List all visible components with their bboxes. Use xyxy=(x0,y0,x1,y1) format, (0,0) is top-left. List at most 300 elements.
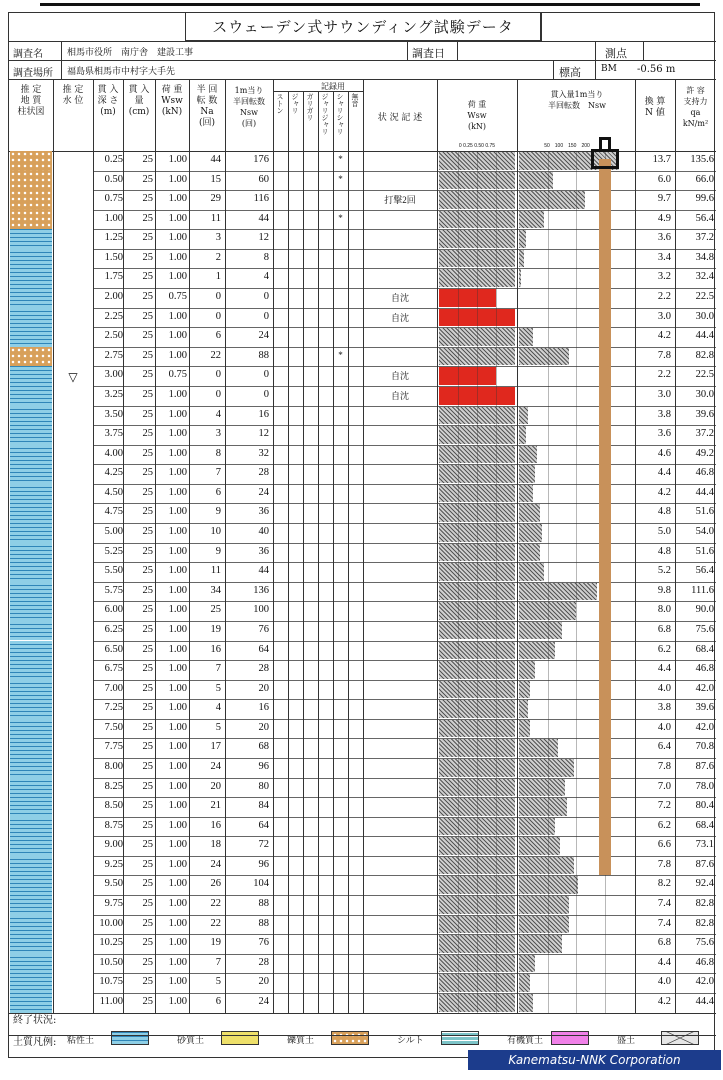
cell-qa: 49.2 xyxy=(695,447,714,459)
cell-load: 1.00 xyxy=(168,584,187,596)
cell-penetration: 25 xyxy=(142,937,153,949)
cell-nsw: 72 xyxy=(258,839,269,851)
cell-nsw: 44 xyxy=(258,565,269,577)
cell-nsw: 20 xyxy=(258,721,269,733)
cell-depth: 10.75 xyxy=(99,976,123,988)
cell-qa: 82.8 xyxy=(695,349,714,361)
cell-depth: 3.25 xyxy=(104,388,123,400)
cell-nsw: 8 xyxy=(263,251,269,263)
cell-load: 1.00 xyxy=(168,408,187,420)
row-divider xyxy=(93,347,716,348)
cell-load: 1.00 xyxy=(168,428,187,440)
cell-nvalue: 4.8 xyxy=(657,506,671,518)
cell-nsw: 84 xyxy=(258,800,269,812)
row-divider xyxy=(93,464,716,465)
legend-swatch-fill xyxy=(661,1031,699,1045)
cell-qa: 51.6 xyxy=(695,506,714,518)
cell-nsw: 40 xyxy=(258,526,269,538)
cell-qa: 32.4 xyxy=(695,271,714,283)
cell-load: 1.00 xyxy=(168,858,187,870)
nsw-bar xyxy=(519,818,555,836)
nsw-bar xyxy=(519,759,574,777)
cell-load: 1.00 xyxy=(168,682,187,694)
cell-depth: 9.75 xyxy=(104,898,123,910)
cell-penetration: 25 xyxy=(142,917,153,929)
cell-nsw: 4 xyxy=(263,271,269,283)
cell-nsw: 116 xyxy=(253,193,269,205)
soil-silt-layer xyxy=(10,601,52,621)
cell-half-turns: 7 xyxy=(215,663,221,675)
row-divider xyxy=(93,836,716,837)
cell-nvalue: 4.4 xyxy=(657,956,671,968)
end-status-label: 終了状況: xyxy=(13,1015,57,1026)
soil-silt-layer xyxy=(10,973,52,993)
legend-swatch-silt xyxy=(111,1031,149,1045)
cell-nvalue: 4.8 xyxy=(657,545,671,557)
soil-silt-layer xyxy=(10,425,52,445)
col-soil-header: 推 定 地 質 柱状図 xyxy=(17,85,45,117)
soil-silt-layer xyxy=(10,503,52,523)
cell-qa: 42.0 xyxy=(695,721,714,733)
cell-load: 1.00 xyxy=(168,526,187,538)
col-qa-header: 許 容 支持力 qa kN/m² xyxy=(682,86,709,128)
nsw-bar xyxy=(519,916,569,934)
cell-half-turns: 18 xyxy=(210,839,221,851)
cell-nsw: 68 xyxy=(258,741,269,753)
soil-silt-layer xyxy=(10,582,52,602)
cell-nsw: 20 xyxy=(258,976,269,988)
cell-depth: 5.25 xyxy=(104,545,123,557)
cell-depth: 2.50 xyxy=(104,330,123,342)
cell-half-turns: 4 xyxy=(215,408,221,420)
col-nvalue-header: 換 算 N 値 xyxy=(644,97,666,118)
soil-silt-layer xyxy=(10,758,52,778)
cell-status-note: 打撃2回 xyxy=(384,195,416,206)
cell-half-turns: 7 xyxy=(215,956,221,968)
cell-nvalue: 7.4 xyxy=(657,898,671,910)
cell-qa: 68.4 xyxy=(695,819,714,831)
legend-item-label: 有機質土 xyxy=(507,1036,544,1046)
column-divider xyxy=(318,91,319,1013)
row-divider xyxy=(93,778,716,779)
cell-depth: 10.25 xyxy=(99,937,123,949)
cell-penetration: 25 xyxy=(142,310,153,322)
soil-silt-layer xyxy=(10,445,52,465)
column-divider xyxy=(93,79,94,1013)
cell-load: 1.00 xyxy=(168,154,187,165)
cell-depth: 4.25 xyxy=(104,467,123,479)
load-grid-line xyxy=(496,151,497,1013)
cell-load: 1.00 xyxy=(168,486,187,498)
cell-nsw: 64 xyxy=(258,643,269,655)
cell-qa: 82.8 xyxy=(695,917,714,929)
soil-silt-layer xyxy=(10,641,52,661)
cell-penetration: 25 xyxy=(142,721,153,733)
cell-load: 1.00 xyxy=(168,447,187,459)
cell-penetration: 25 xyxy=(142,330,153,342)
soil-silt-layer xyxy=(10,562,52,582)
cell-nsw: 12 xyxy=(258,232,269,244)
cell-load: 1.00 xyxy=(168,232,187,244)
cell-nvalue: 3.0 xyxy=(657,388,671,400)
cell-nvalue: 7.2 xyxy=(657,800,671,812)
column-divider xyxy=(348,91,349,1013)
soil-silt-layer xyxy=(10,288,52,308)
cell-depth: 5.75 xyxy=(104,584,123,596)
legend-item-label: 砂質土 xyxy=(177,1036,205,1046)
row-divider xyxy=(93,856,716,857)
cell-load: 1.00 xyxy=(168,937,187,949)
soil-silt-layer xyxy=(10,895,52,915)
cell-nsw: 96 xyxy=(258,760,269,772)
col-half-turns-header: 半 回 転 数 Na (回) xyxy=(196,85,218,128)
nsw-bar xyxy=(519,798,567,816)
page-title: スウェーデン式サウンディング試験データ xyxy=(185,13,541,41)
cell-nvalue: 7.4 xyxy=(657,917,671,929)
cell-nvalue: 3.0 xyxy=(657,310,671,322)
row-divider xyxy=(93,680,716,681)
cell-qa: 111.6 xyxy=(691,584,714,596)
cell-qa: 46.8 xyxy=(695,956,714,968)
cell-half-turns: 19 xyxy=(210,623,221,635)
col-nsw-chart-header: 貫入量1m当り 半回転数 Nsw xyxy=(548,90,606,110)
cell-nvalue: 6.2 xyxy=(657,643,671,655)
cell-half-turns: 11 xyxy=(210,212,221,224)
cell-load: 1.00 xyxy=(168,898,187,910)
record-sub-label: シャリシャリ xyxy=(336,93,344,135)
cell-nsw: 64 xyxy=(258,819,269,831)
cell-nsw: 80 xyxy=(258,780,269,792)
cell-penetration: 25 xyxy=(142,291,153,303)
cell-nsw: 28 xyxy=(258,663,269,675)
nsw-chart-scale: 50 100 150 200 xyxy=(544,143,590,149)
column-divider xyxy=(517,79,518,1013)
legend-item-label: 礫質土 xyxy=(287,1036,315,1046)
cell-depth: 2.75 xyxy=(104,349,123,361)
nsw-bar xyxy=(519,974,530,992)
cell-nvalue: 9.8 xyxy=(657,584,671,596)
cell-qa: 75.6 xyxy=(695,937,714,949)
legend-item-label: 盛土 xyxy=(617,1036,636,1046)
cell-half-turns: 9 xyxy=(215,545,221,557)
cell-depth: 9.25 xyxy=(104,858,123,870)
cell-nvalue: 13.7 xyxy=(652,154,671,165)
cell-nvalue: 2.2 xyxy=(657,291,671,303)
cell-qa: 135.6 xyxy=(690,154,714,165)
cell-penetration: 25 xyxy=(142,858,153,870)
soil-silt-layer xyxy=(10,523,52,543)
cell-nsw: 104 xyxy=(253,878,269,890)
cell-nvalue: 4.6 xyxy=(657,447,671,459)
cell-depth: 3.75 xyxy=(104,428,123,440)
cell-penetration: 25 xyxy=(142,995,153,1007)
soil-silt-layer xyxy=(10,229,52,249)
cell-half-turns: 29 xyxy=(210,193,221,205)
cell-nvalue: 4.2 xyxy=(657,486,671,498)
cell-qa: 51.6 xyxy=(695,545,714,557)
cell-penetration: 25 xyxy=(142,878,153,890)
survey-name-label: 調査名 xyxy=(13,49,43,60)
cell-qa: 70.8 xyxy=(695,741,714,753)
cell-qa: 46.8 xyxy=(695,663,714,675)
cell-half-turns: 0 xyxy=(215,388,221,400)
legend-label: 土質凡例: xyxy=(13,1037,57,1048)
cell-penetration: 25 xyxy=(142,271,153,283)
cell-qa: 30.0 xyxy=(695,310,714,322)
cell-half-turns: 4 xyxy=(215,702,221,714)
cell-half-turns: 0 xyxy=(215,369,221,381)
cell-penetration: 25 xyxy=(142,506,153,518)
cell-qa: 44.4 xyxy=(695,330,714,342)
column-divider xyxy=(437,79,438,1013)
soil-silt-layer xyxy=(10,954,52,974)
soil-gravel-layer xyxy=(10,210,52,230)
soil-silt-layer xyxy=(10,875,52,895)
cell-qa: 66.0 xyxy=(695,173,714,185)
cell-qa: 44.4 xyxy=(695,486,714,498)
cell-depth: 2.00 xyxy=(104,291,123,303)
nsw-bar xyxy=(519,857,574,875)
column-divider xyxy=(333,91,334,1013)
cell-load: 1.00 xyxy=(168,565,187,577)
cell-nvalue: 4.4 xyxy=(657,467,671,479)
cell-nvalue: 3.6 xyxy=(657,428,671,440)
cell-qa: 46.8 xyxy=(695,467,714,479)
cell-depth: 6.50 xyxy=(104,643,123,655)
survey-date-label: 調査日 xyxy=(412,47,445,60)
end-status-bottom xyxy=(9,1035,716,1036)
cell-load: 1.00 xyxy=(168,604,187,616)
cell-half-turns: 34 xyxy=(210,584,221,596)
soil-silt-layer xyxy=(10,268,52,288)
cell-qa: 87.6 xyxy=(695,760,714,772)
cell-qa: 75.6 xyxy=(695,623,714,635)
column-divider xyxy=(53,79,54,1013)
cell-depth: 6.25 xyxy=(104,623,123,635)
legend-item-label: シルト xyxy=(397,1036,424,1046)
row-divider xyxy=(93,327,716,328)
row-divider xyxy=(93,425,716,426)
row-divider xyxy=(93,229,716,230)
row-divider xyxy=(93,915,716,916)
row-divider xyxy=(93,582,716,583)
row-divider xyxy=(93,562,716,563)
cell-depth: 8.75 xyxy=(104,819,123,831)
col-load-header: 荷 重 Wsw (kN) xyxy=(161,85,183,117)
cell-half-turns: 8 xyxy=(215,447,221,459)
cell-qa: 80.4 xyxy=(695,800,714,812)
cell-qa: 37.2 xyxy=(695,428,714,440)
soil-silt-layer xyxy=(10,993,52,1013)
cell-depth: 11.00 xyxy=(99,995,123,1007)
cell-nsw: 176 xyxy=(253,154,269,165)
cell-depth: 4.75 xyxy=(104,506,123,518)
cell-load: 1.00 xyxy=(168,349,187,361)
cell-penetration: 25 xyxy=(142,447,153,459)
cell-status-note: 自沈 xyxy=(390,390,409,401)
soil-silt-layer xyxy=(10,484,52,504)
cell-nsw: 24 xyxy=(258,995,269,1007)
cell-nvalue: 8.2 xyxy=(657,878,671,890)
cell-depth: 8.00 xyxy=(104,760,123,772)
nsw-bar xyxy=(519,426,526,444)
company-banner: Kanematsu-NNK Corporation xyxy=(468,1050,721,1070)
cell-penetration: 25 xyxy=(142,251,153,263)
top-border xyxy=(40,0,700,6)
cell-half-turns: 5 xyxy=(215,976,221,988)
cell-load: 1.00 xyxy=(168,467,187,479)
cell-status-note: 自沈 xyxy=(390,371,409,382)
cell-nvalue: 3.8 xyxy=(657,702,671,714)
cell-half-turns: 7 xyxy=(215,467,221,479)
cell-depth: 7.75 xyxy=(104,741,123,753)
cell-half-turns: 25 xyxy=(210,604,221,616)
cell-penetration: 25 xyxy=(142,780,153,792)
cell-load: 1.00 xyxy=(168,173,187,185)
row-divider xyxy=(93,973,716,974)
legend-item-label: 粘性土 xyxy=(67,1036,95,1046)
nsw-bar xyxy=(519,563,544,581)
nsw-bar xyxy=(519,504,540,522)
cell-nsw: 60 xyxy=(258,173,269,185)
cell-nsw: 0 xyxy=(263,369,269,381)
cell-half-turns: 9 xyxy=(215,506,221,518)
cell-load: 1.00 xyxy=(168,976,187,988)
cell-load: 1.00 xyxy=(168,819,187,831)
cell-depth: 9.00 xyxy=(104,839,123,851)
cell-nvalue: 3.2 xyxy=(657,271,671,283)
location: 福島県相馬市中村字大手先 xyxy=(67,67,176,77)
cell-load: 1.00 xyxy=(168,545,187,557)
col-depth-header: 貫 入 深 さ (m) xyxy=(97,85,119,117)
cell-load: 1.00 xyxy=(168,702,187,714)
cell-penetration: 25 xyxy=(142,976,153,988)
cell-penetration: 25 xyxy=(142,584,153,596)
nsw-bar xyxy=(519,250,524,268)
cell-depth: 5.00 xyxy=(104,526,123,538)
column-divider xyxy=(155,79,156,1013)
soil-gravel-layer xyxy=(10,347,52,367)
cell-depth: 1.25 xyxy=(104,232,123,244)
row-divider xyxy=(93,797,716,798)
soil-silt-layer xyxy=(10,386,52,406)
cell-nvalue: 7.8 xyxy=(657,858,671,870)
record-sub-label: 無音 xyxy=(351,93,359,107)
record-sub-label: ジャリジャリ xyxy=(321,93,329,135)
nsw-bar xyxy=(519,465,535,483)
nsw-grid-line xyxy=(548,151,549,1013)
cell-depth: 10.00 xyxy=(99,917,123,929)
cell-penetration: 25 xyxy=(142,565,153,577)
cell-nvalue: 3.8 xyxy=(657,408,671,420)
cell-nsw: 16 xyxy=(258,408,269,420)
soil-gravel-layer xyxy=(10,190,52,210)
soil-silt-layer xyxy=(10,464,52,484)
row-divider xyxy=(93,406,716,407)
cell-half-turns: 5 xyxy=(215,721,221,733)
cell-half-turns: 0 xyxy=(215,291,221,303)
column-divider xyxy=(273,79,274,1013)
cell-load: 1.00 xyxy=(168,271,187,283)
soil-silt-layer xyxy=(10,543,52,563)
cell-nsw: 0 xyxy=(263,291,269,303)
cell-load: 1.00 xyxy=(168,956,187,968)
legend-swatch-yellow xyxy=(221,1031,259,1045)
cell-depth: 0.75 xyxy=(104,193,123,205)
cell-penetration: 25 xyxy=(142,173,153,185)
soil-silt-layer xyxy=(10,406,52,426)
nsw-bar xyxy=(519,994,533,1012)
cell-load: 1.00 xyxy=(168,741,187,753)
soil-silt-layer xyxy=(10,797,52,817)
cell-nvalue: 4.0 xyxy=(657,682,671,694)
cell-nvalue: 2.2 xyxy=(657,369,671,381)
cell-half-turns: 17 xyxy=(210,741,221,753)
col-nsw-header: 1m当り 半回転数 Nsw (回) xyxy=(233,86,265,128)
cell-load: 1.00 xyxy=(168,643,187,655)
row-divider xyxy=(93,210,716,211)
cell-depth: 9.50 xyxy=(104,878,123,890)
column-divider xyxy=(635,79,636,1013)
cell-nvalue: 4.0 xyxy=(657,721,671,733)
cell-half-turns: 6 xyxy=(215,330,221,342)
cell-penetration: 25 xyxy=(142,819,153,831)
soil-silt-layer xyxy=(10,660,52,680)
cell-nvalue: 6.6 xyxy=(657,839,671,851)
soil-gravel-layer xyxy=(10,151,52,171)
nsw-bar xyxy=(519,661,535,679)
cell-status-note: 自沈 xyxy=(390,312,409,323)
row-divider xyxy=(93,817,716,818)
cell-nsw: 100 xyxy=(253,604,269,616)
elevation-label: 標高 xyxy=(559,66,581,79)
record-sub-label: ガリガリ xyxy=(306,93,314,121)
soil-silt-layer xyxy=(10,836,52,856)
cell-load: 1.00 xyxy=(168,800,187,812)
bm-label: BM xyxy=(601,64,617,74)
cell-half-turns: 0 xyxy=(215,310,221,322)
cell-nvalue: 4.2 xyxy=(657,995,671,1007)
cell-depth: 8.50 xyxy=(104,800,123,812)
cell-load: 1.00 xyxy=(168,506,187,518)
rod-indicator xyxy=(599,159,611,875)
column-divider xyxy=(225,79,226,1013)
cell-penetration: 25 xyxy=(142,623,153,635)
test-data-sheet xyxy=(8,12,715,1058)
cell-penetration: 25 xyxy=(142,741,153,753)
soil-silt-layer xyxy=(10,719,52,739)
cell-nvalue: 7.8 xyxy=(657,760,671,772)
row-divider xyxy=(93,484,716,485)
cell-nsw: 88 xyxy=(258,898,269,910)
row-divider xyxy=(93,954,716,955)
column-divider xyxy=(288,91,289,1013)
cell-nvalue: 7.0 xyxy=(657,780,671,792)
cell-nvalue: 6.2 xyxy=(657,819,671,831)
cell-half-turns: 10 xyxy=(210,526,221,538)
cell-nsw: 24 xyxy=(258,486,269,498)
cell-qa: 56.4 xyxy=(695,565,714,577)
nsw-bar xyxy=(519,896,569,914)
row-divider xyxy=(93,601,716,602)
cell-nsw: 36 xyxy=(258,545,269,557)
cell-penetration: 25 xyxy=(142,604,153,616)
record-sub-label: ジャリ xyxy=(291,93,299,114)
cell-half-turns: 15 xyxy=(210,173,221,185)
cell-penetration: 25 xyxy=(142,428,153,440)
cell-depth: 3.50 xyxy=(104,408,123,420)
cell-depth: 0.25 xyxy=(104,154,123,165)
